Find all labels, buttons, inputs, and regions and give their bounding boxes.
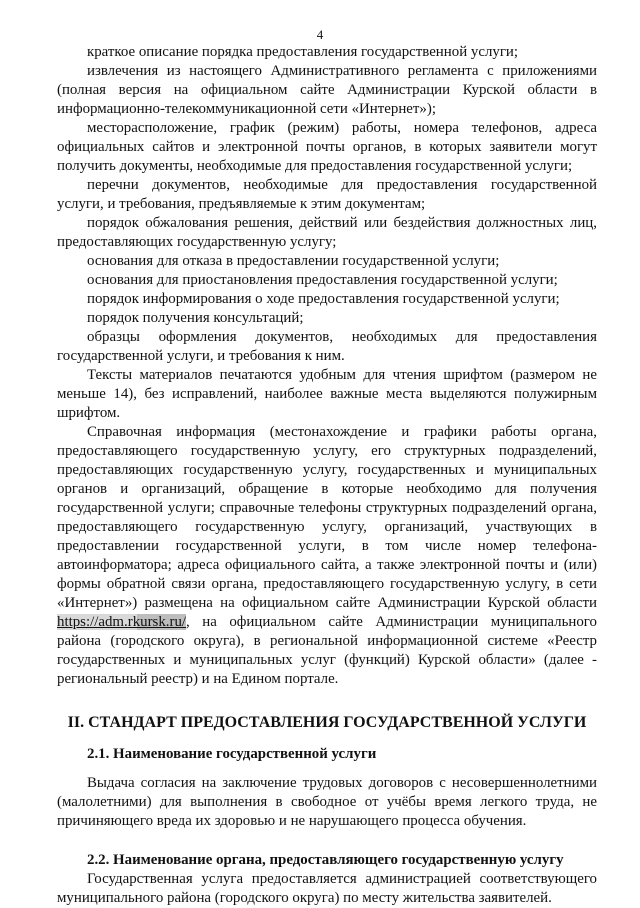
subsection-heading-2-1: 2.1. Наименование государственной услуги <box>87 746 377 762</box>
list-item: месторасположение, график (режим) работы, номера телефонов, адреса официальных сайтов и электронной почты органов, в которых заявители могут получить документы, необходимые для предоставления государственной услуги; <box>57 120 597 174</box>
texts-paragraph: Тексты материалов печатаются удобным для чтения шрифтом (размером не меньше 14), без исправлений, наиболее важные места выделяются полужирным шрифтом. <box>57 367 597 421</box>
section-title: II. СТАНДАРТ ПРЕДОСТАВЛЕНИЯ ГОСУДАРСТВЕННОЙ УСЛУГИ <box>67 714 587 731</box>
reference-text-before-link: Справочная информация (местонахождение и графики работы органа, предоставляющего государственную услугу, его структурных подразделений, предоставляющих государственную услугу, государственных и муниципальных органов и организаций, обращение в которые необходимо для получения государственной услуги; справочные телефоны структурных подразделений органа, предоставляющего государственную услугу, организаций, участвующих в предоставлении государственной услуги, в том числе номер телефона-автоинформатора; адреса официального сайта, а также электронной почты и (или) формы обратной связи органа, предоставляющего государственную услугу, в сети «Интернет») размещена на официальном сайте Администрации Курской области <box>57 424 597 611</box>
subsection-heading-2-2: 2.2. Наименование органа, предоставляющего государственную услугу <box>87 852 564 868</box>
reference-text-after-link: , на официальном сайте Администрации муниципального района (городского округа), в региональной информационной системе «Реестр государственных и муниципальных услуг (функций) Курской области» (далее - региональный реестр) и на Едином портале. <box>57 614 597 687</box>
list-item: порядок информирования о ходе предоставления государственной услуги; <box>87 291 560 307</box>
reference-paragraph <box>57 423 597 689</box>
list-item: извлечения из настоящего Административного регламента с приложениями (полная версия на официальном сайте Администрации Курской области в информационно-телекоммуникационной сети «Интернет»); <box>57 63 597 117</box>
list-item: перечни документов, необходимые для предоставления государственной услуги, и требования, предъявляемые к этим документам; <box>57 177 597 212</box>
subsection-text-2-1: Выдача согласия на заключение трудовых договоров с несовершеннолетними (малолетними) для выполнения в свободное от учёбы время легкого труда, не причиняющего вреда их здоровью и не нарушающего процесса обучения. <box>57 775 597 829</box>
subsection-text-2-2: Государственная услуга предоставляется администрацией соответствующего муниципального района (городского округа) по месту жительства заявителей. <box>57 871 597 906</box>
list-item: краткое описание порядка предоставления государственной услуги; <box>87 44 519 60</box>
list-item: основания для отказа в предоставлении государственной услуги; <box>87 253 500 269</box>
page-body <box>57 43 597 908</box>
page-number: 4 <box>316 27 324 42</box>
regional-site-link[interactable]: https://adm.rkursk.ru/ <box>57 614 187 630</box>
list-item: образцы оформления документов, необходимых для предоставления государственной услуги, и требования к ним. <box>57 329 597 364</box>
list-item: основания для приостановления предоставления государственной услуги; <box>87 272 558 288</box>
list-item: порядок обжалования решения, действий или бездействия должностных лиц, предоставляющих государственную услугу; <box>57 215 597 250</box>
list-item: порядок получения консультаций; <box>87 310 304 326</box>
